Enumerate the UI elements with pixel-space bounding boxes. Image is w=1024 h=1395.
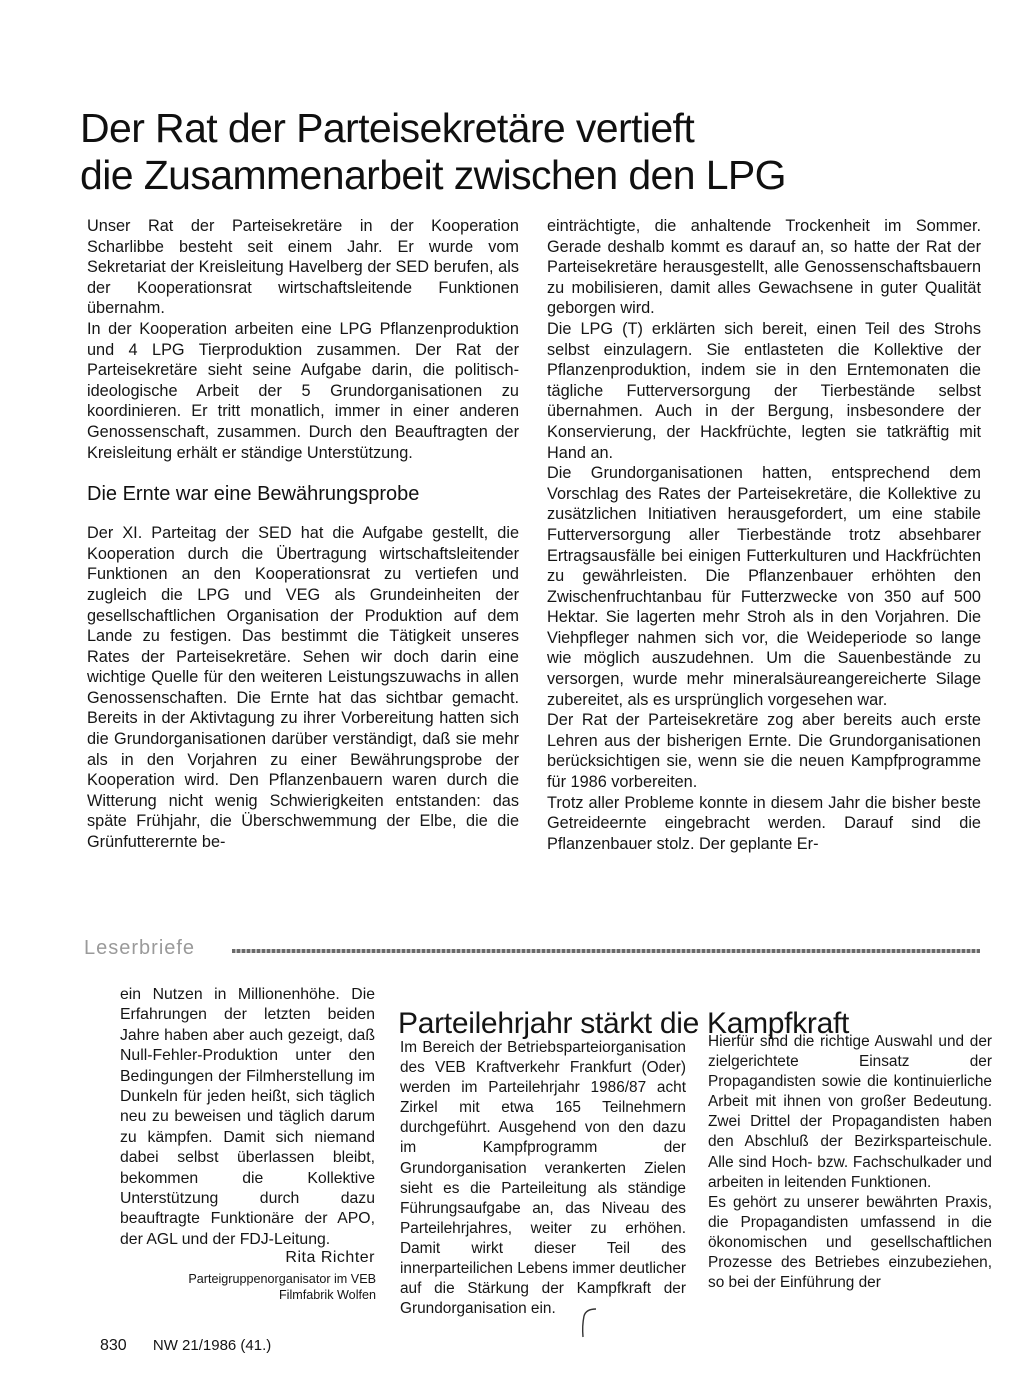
- article2-headline: Parteilehrjahr stärkt die Kampfkraft: [398, 1006, 850, 1040]
- article-subheading: Die Ernte war eine Bewährungsprobe: [87, 483, 420, 506]
- paragraph: Der XI. Parteitag der SED hat die Aufgabe gestellt, die Kooperation durch die Übertragung wirtschaftsleitender Funktionen an den Kooperationsrat zu vertiefen und zugleich die LPG und VEG als Grundeinheiten der gesellschaftlichen Organisation der Produktion auf dem Lande zu festigen. Das bestimmt die Tätigkeit unseres Rates der Parteisekretäre. Sehen wir doch darin eine wichtige Quelle für den weiteren Leistungszuwachs in allen Genossenschaften. Die Ernte hat das sichtbar gemacht. Bereits in der Aktivtagung zu ihrer Vorbereitung hatten sich die Grundorganisationen darüber verständigt, daß sie mehr als in den Vorjahren zu einer Bewährungsprobe der Kooperation wird. Den Pflanzenbauern waren durch die Witterung nicht wenig Schwierigkeiten entstanden: das späte Frühjahr, die Überschwemmung der Elbe, die die Grünfutterernte be-: [87, 524, 519, 852]
- signature-name: Rita Richter: [285, 1249, 375, 1266]
- headline-line-2: die Zusammenarbeit zwischen den LPG: [80, 152, 786, 199]
- paragraph: Im Bereich der Betriebsparteiorganisation des VEB Kraftverkehr Frankfurt (Oder) werden im Parteilehrjahr 1986/87 acht Zirkel mit etwa 165 Teilnehmern durchgeführt. Ausgehend von den dazu im Kampfprogramm der Grundorganisation verankerten Zielen sieht es die Parteileitung als ständige Führungsaufgabe an, das Niveau des Parteilehrjahres, weiter zu erhöhen. Damit wirkt dieser Teil des innerparteilichen Lebens immer deutlicher auf die Stärkung der Kampfkraft der Grundorganisation ein.: [400, 1039, 686, 1318]
- paragraph: Unser Rat der Parteisekretäre in der Kooperation Scharlibbe besteht seit einem Jahr. Er wurde vom Sekretariat der Kreisleitung Havelberg der SED berufen, als der Kooperationsrat wirtschaftsleitende Funktionen übernahm.: [87, 217, 519, 318]
- signature-role: Parteigruppenorganisator im VEB Filmfabrik Wolfen: [188, 1272, 376, 1302]
- article2-column-2: [708, 1032, 992, 1293]
- article2-column-1: [400, 1038, 686, 1319]
- section-label: Leserbriefe: [84, 937, 196, 959]
- letter-text: ein Nutzen in Millionenhöhe. Die Erfahrungen der letzten beiden Jahre haben aber auch gezeigt, daß Null-Fehler-Produktion unter den Bedingungen der Filmherstellung im Dunkeln für jeden heißt, sich täglich neu zu beweisen und täglich darum zu kämpfen. Damit sich niemand dabei selbst überlassen bleibt, bekommen die Kollektive Unterstützung durch dazu beauftragte Funktionäre der APO, der AGL und der FDJ-Leitung.: [120, 986, 375, 1248]
- paragraph: Die Grundorganisationen hatten, entsprechend dem Vorschlag des Rates der Parteisekretäre, die Kollektive zu zusätzlichen Initiativen herausgefordert, um eine stabile Futterversorgung aller Tierbestände trotz absehbarer Ertragsausfälle bei einigen Futterkulturen und Hackfrüchten zu gewährleisten. Die Pflanzenbauer erhöhten den Zwischenfruchtanbau für Futterzwecke von 350 auf 500 Hektar. Sie lagerten mehr Stroh als in den Vorjahren. Die Viehpfleger nahmen sich vor, die Weideperiode so lange wie möglich auszudehnen. Um die Sauenbestände zu versorgen, wurde mehr mineralsäureangereicherte Silage zubereitet, als es ursprünglich vorgesehen war.: [547, 464, 981, 709]
- section-header-leserbriefe: [84, 934, 980, 964]
- paragraph: In der Kooperation arbeiten eine LPG Pflanzenproduktion und 4 LPG Tierproduktion zusammen. Der Rat der Parteisekretäre sieht seine Aufgabe darin, die politisch-ideologische Arbeit der 5 Grundorganisationen zu koordinieren. Er tritt monatlich, immer in einer anderen Genossenschaft, zusammen. Durch den Beauftragten der Kreisleitung erhält er ständige Unterstützung.: [87, 319, 519, 462]
- paragraph: Der Rat der Parteisekretäre zog aber bereits auch erste Lehren aus der bisherigen Ernte. Die Grundorganisationen berücksichtigen sie, wenn sie die neuen Kampfprogramme für 1986 vorbereiten.: [547, 711, 981, 792]
- page-number: 830: [100, 1337, 127, 1354]
- section-divider: [232, 949, 980, 953]
- headline-line-1: Der Rat der Parteisekretäre vertieft: [80, 105, 695, 152]
- paragraph: Trotz aller Probleme konnte in diesem Jahr die bisher beste Getreideernte eingebracht werden. Darauf sind die Pflanzenbauer stolz. Der geplante Er-: [547, 793, 981, 853]
- paragraph: Hierfür sind die richtige Auswahl und der zielgerichtete Einsatz der Propagandisten sowie die kontinuierliche Arbeit mit ihnen von großer Bedeutung. Zwei Drittel der Propagandisten haben den Abschluß der Bezirksparteischule. Alle sind Hoch- bzw. Fachschulkader und arbeiten in leitenden Funktionen.: [708, 1033, 992, 1191]
- article-headline: [80, 105, 960, 199]
- paragraph: Es gehört zu unserer bewährten Praxis, die Propagandisten umfassend in die ökonomischen und gesellschaftlichen Prozesse des Betriebes einzubeziehen, so bei der Einführung der: [708, 1193, 992, 1292]
- paragraph: Die LPG (T) erklärten sich bereit, einen Teil des Strohs selbst einzulagern. Sie entlasteten die Kollektive der Pflanzenproduktion, indem sie in den Erntemonaten die tägliche Futterversorgung der Tierbestände selbst übernahmen. Auch in der Bergung, insbesondere der Konservierung, der Hackfrüchte, legten sie tatkräftig mit Hand an.: [547, 319, 981, 462]
- letter-column: [120, 985, 375, 1250]
- article-column-1: [87, 216, 519, 853]
- scan-mark-icon: [578, 1306, 606, 1340]
- page-footer: [100, 1337, 271, 1355]
- issue-label: NW 21/1986 (41.): [152, 1337, 272, 1354]
- article-column-2: [547, 216, 981, 854]
- paragraph: einträchtigte, die anhaltende Trockenheit im Sommer. Gerade deshalb kommt es darauf an, so hatte der Rat der Parteisekretäre herausgestellt, alle Genossenschaftsbauern zu mobilisieren, damit alles Gewachsene in guter Qualität geborgen wird.: [547, 217, 981, 318]
